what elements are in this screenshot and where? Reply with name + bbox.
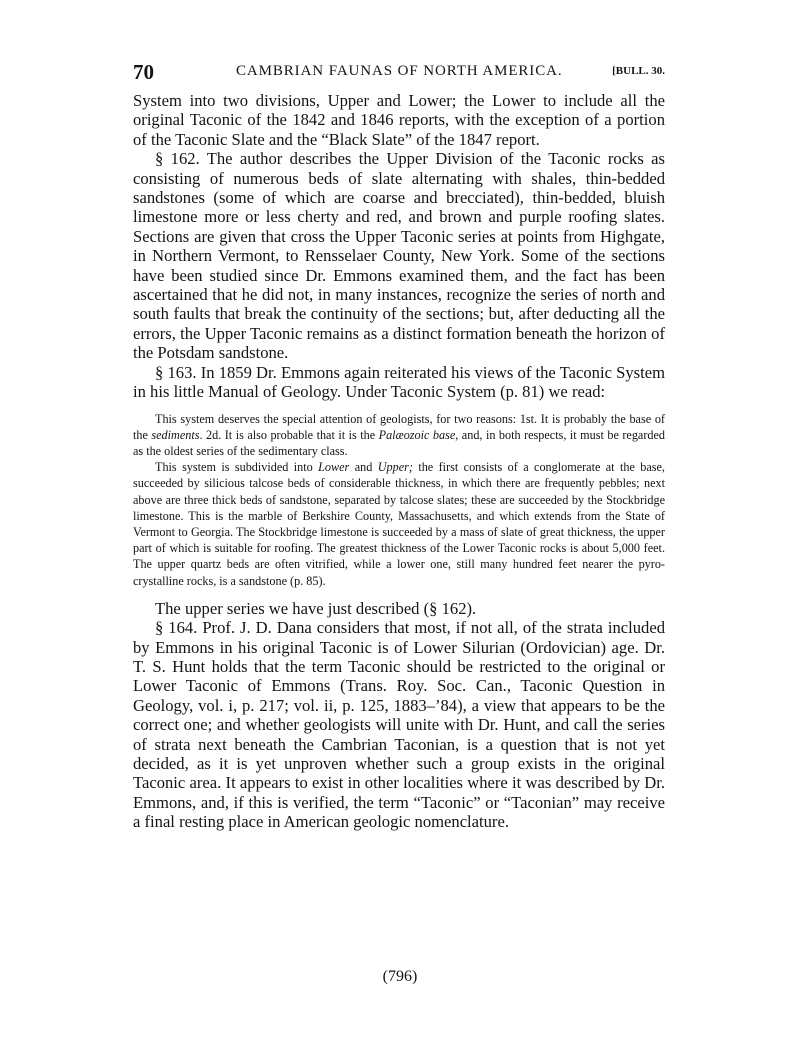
quote-text: This system deserves the special attention of geologists, for two reasons: 1st. It is probably the base of the	[133, 411, 665, 442]
quote-italic-text: sediments	[151, 427, 200, 442]
running-head	[133, 60, 665, 84]
paragraph-after-quote: The upper series we have just described (§ 162).	[155, 598, 477, 618]
quote-paragraph-1	[133, 411, 665, 460]
quote-italic-text: Lower	[318, 460, 350, 475]
bulletin-reference: [BULL. 30.	[612, 65, 665, 77]
quote-text: This system is subdivided into	[155, 460, 319, 475]
paragraph-continuation: System into two divisions, Upper and Lower; the Lower to include all the original Taconic of the 1842 and 1846 reports, with the exception of a portion of the Taconic Slate and the “Black Slate” of the 1847 report.	[133, 91, 665, 149]
page-number: 70	[133, 60, 154, 84]
quote-text: and	[349, 460, 378, 475]
quote-italic-text: Upper;	[377, 460, 413, 475]
quote-text: the first consists of a conglomerate at the base, succeeded by silicious talcose beds of considerable thickness, in which there are frequently pebbles; next above are three thick beds of sandstone, separated by talcose slates; these are succeeded by the Stockbridge limestone. This is the marble of Berkshire County, Massachusetts, and which extends from the State of Vermont to Georgia. The Stockbridge limestone is succeeded by a mass of slate of great thickness, the upper part of which is suitable for roofing. The greatest thickness of the Lower Taconic rocks is about 5,000 feet. The upper quartz beds are often vitrified, while a lower one, still many hundred feet nearer the pyro-crystalline rocks, is a sandstone (p. 85).	[133, 460, 665, 588]
quote-paragraph-2	[133, 459, 665, 589]
running-title: CAMBRIAN FAUNAS OF NORTH AMERICA.	[236, 63, 563, 79]
paragraph-section-163: § 163. In 1859 Dr. Emmons again reiterated his views of the Taconic System in his little Manual of Geology. Under Taconic System (p. 81) we read:	[133, 362, 665, 402]
paragraph-section-162: § 162. The author describes the Upper Division of the Taconic rocks as consisting of numerous beds of slate alternating with shales, thin-bedded sandstones (some of which are coarse and brecciated), thin-bedded, bluish limestone more or less cherty and red, and brown and purple roofing slates. Sections are given that cross the Upper Taconic series at points from Highgate, in Northern Vermont, to Rensselaer County, New York. Some of the sections have been studied since Dr. Emmons examined them, and the fact has been ascertained that he did not, in many instances, recognize the series of north and south faults that break the continuity of the sections; but, after deducting all the errors, the Upper Taconic remains as a distinct formation beneath the horizon of the Potsdam sandstone.	[133, 149, 665, 363]
body-text	[133, 91, 665, 832]
block-quote	[133, 411, 665, 589]
quote-text: , and, in both respects, it must be regarded as the oldest series of the sedimentary class.	[133, 427, 665, 458]
quote-italic-text: Palæozoic base	[378, 427, 456, 442]
paragraph-section-164: § 164. Prof. J. D. Dana considers that most, if not all, of the strata included by Emmons in his original Taconic is of Lower Silurian (Ordovician) age. Dr. T. S. Hunt holds that the term Taconic should be restricted to the original or Lower Taconic of Emmons (Trans. Roy. Soc. Can., Taconic Question in Geology, vol. i, p. 217; vol. ii, p. 125, 1883–’84), a view that appears to be the correct one; and whether geologists will unite with Dr. Hunt, and call the series of strata next beneath the Cambrian Taconian, is a question that is not yet decided, as it is yet unproven whether such a group exists in the original Taconic area. It appears to exist in other localities where it was described by Dr. Emmons, and, if this is verified, the term “Taconic” or “Taconian” may receive a final resting place in American geologic nomenclature.	[133, 618, 665, 832]
folio-number: (796)	[382, 968, 418, 985]
quote-text: . 2d. It is also probable that it is the	[199, 427, 379, 442]
